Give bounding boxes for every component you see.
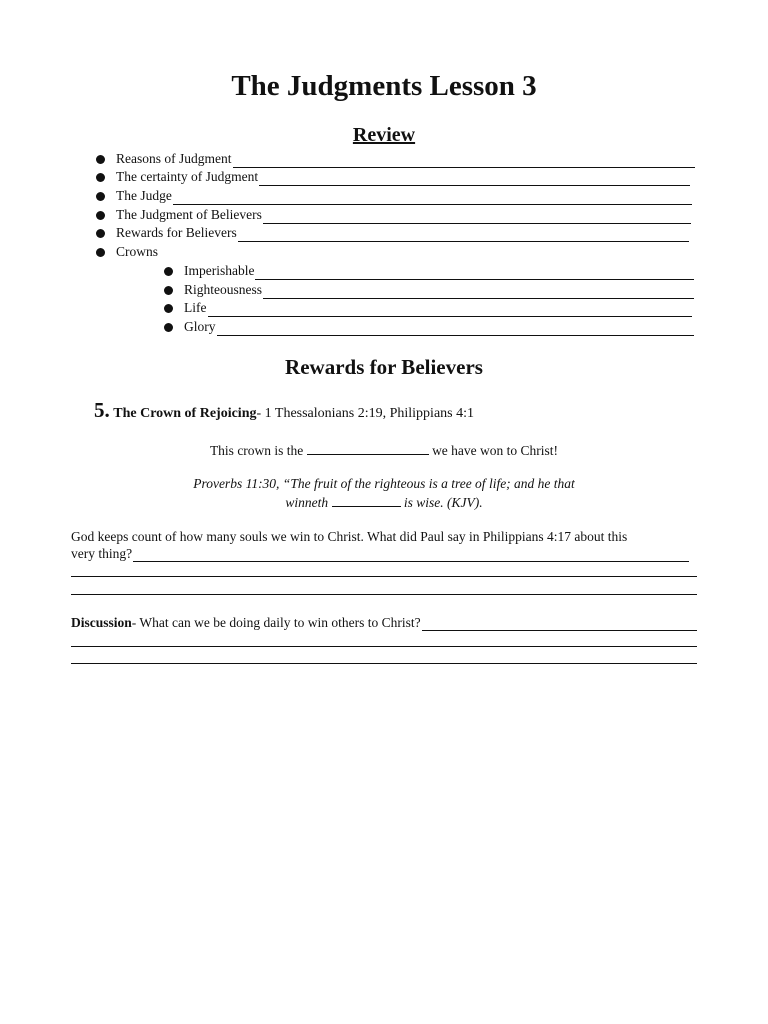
answer-blank[interactable] [255,266,694,280]
crown-sentence-start: This crown is the [209,443,307,458]
discussion-paragraph [71,614,697,631]
review-item [116,243,316,261]
answer-blank[interactable] [238,228,689,242]
review-item [116,187,692,205]
bullet-icon [164,286,173,295]
discussion-prompt [71,614,421,631]
question-paragraph [71,528,697,562]
crown-item-label: Glory [184,319,216,334]
review-item [116,150,695,168]
bullet-icon [96,155,105,164]
scripture-references: - 1 Thessalonians 2:19, Philippians 4:1 [256,406,474,421]
crown-item-label: Righteousness [184,282,263,297]
answer-line[interactable] [71,594,697,595]
bullet-icon [96,248,105,257]
bullet-icon [96,192,105,201]
review-item-label: The Judgment of Believers [116,207,262,222]
answer-blank[interactable] [422,617,697,631]
discussion-label: Discussion [71,615,132,630]
crown-item [184,318,694,336]
answer-blank[interactable] [263,210,691,224]
crown-item-label: Imperishable [184,263,255,278]
item-number: 5. [94,398,110,422]
bullet-icon [96,173,105,182]
crown-sentence [0,441,768,459]
proverb-line-1: Proverbs 11:30, “The fruit of the righteous is a tree of life; and he that [193,476,575,491]
bullet-icon [96,229,105,238]
crown-item [184,262,694,280]
answer-blank[interactable] [133,548,689,562]
crown-of-rejoicing-line [94,398,474,423]
review-item [116,206,691,224]
proverb-line-2-start: winneth [285,495,332,510]
review-item [116,168,690,186]
proverb-line-2 [0,493,768,511]
answer-line[interactable] [71,663,697,664]
answer-blank[interactable] [233,154,696,168]
crown-title: The Crown of Rejoicing [113,406,257,421]
review-item [116,224,689,242]
question-line-2-row [71,545,689,562]
crown-sentence-end: we have won to Christ! [428,443,559,458]
answer-line[interactable] [71,646,697,647]
bullet-icon [96,211,105,220]
crown-item-label: Life [184,300,207,315]
bullet-icon [164,323,173,332]
discussion-row [71,614,697,631]
answer-blank[interactable] [259,172,690,186]
question-line-2: very thing? [71,546,133,561]
review-item-label: Rewards for Believers [116,225,237,240]
answer-blank[interactable] [263,285,694,299]
review-item-label: The Judge [116,188,172,203]
answer-line[interactable] [71,576,697,577]
answer-blank[interactable] [332,493,401,507]
discussion-text: - What can we be doing daily to win others to Christ? [131,615,421,630]
answer-blank[interactable] [173,191,692,205]
bullet-icon [164,267,173,276]
review-heading: Review [352,124,416,146]
answer-blank[interactable] [307,441,429,455]
crown-item [184,281,694,299]
crown-item [184,299,692,317]
review-item-label: Crowns [116,244,159,259]
review-item-label: The certainty of Judgment [116,169,259,184]
answer-blank[interactable] [217,322,695,336]
bullet-icon [164,304,173,313]
rewards-heading: Rewards for Believers [285,355,483,379]
question-line-1: God keeps count of how many souls we win to Christ. What did Paul say in Philippians 4:17 about this [71,529,628,544]
review-item-label: Reasons of Judgment [116,151,232,166]
answer-blank[interactable] [208,303,693,317]
proverb-line-2-end: is wise. (KJV). [400,495,483,510]
page-title: The Judgments Lesson 3 [231,70,537,102]
